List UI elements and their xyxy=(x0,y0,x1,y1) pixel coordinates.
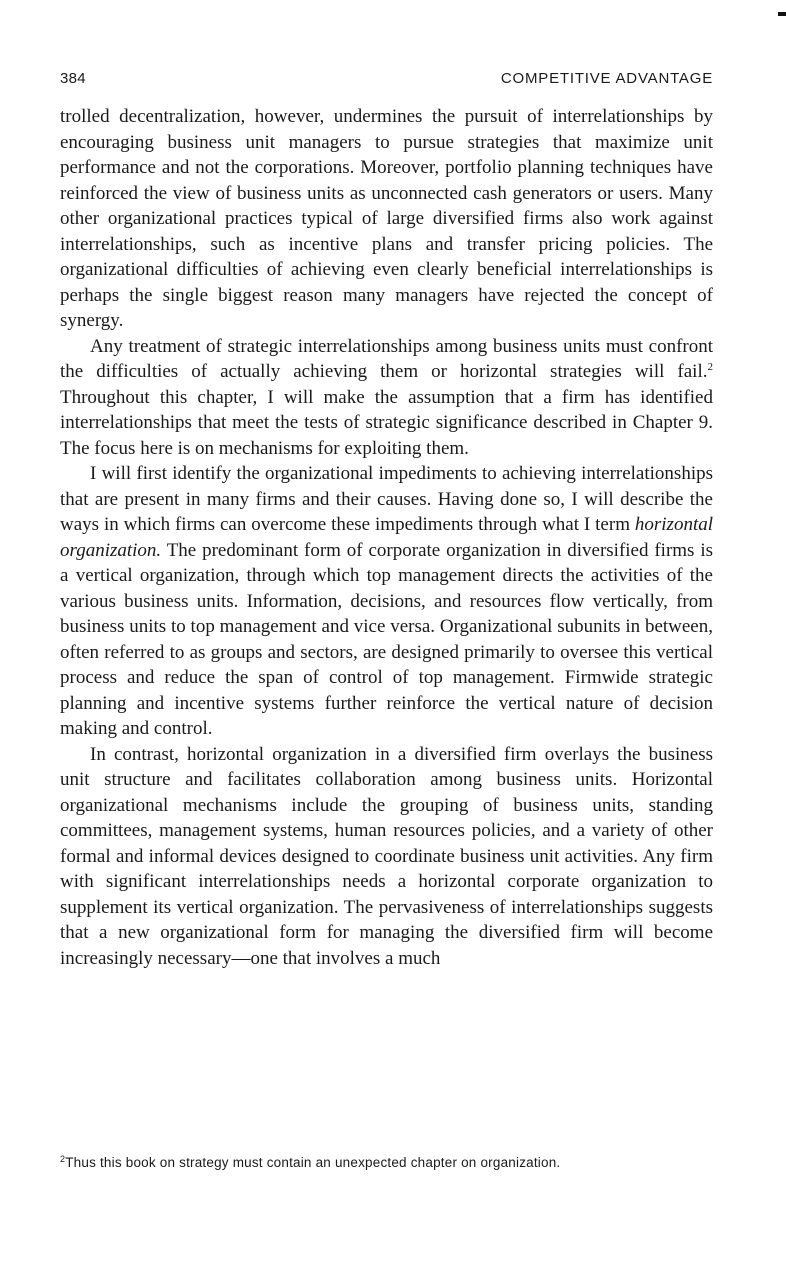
paragraph-3-text-b: The predominant form of corporate organization in diversified firms is a vertical organization, through which top management directs the activities of the various business units. Information, decisions, and resources flow vertically, from business units to top management and vice versa. Organizational subunits in between, often referred to as groups and sectors, are designed primarily to oversee this vertical process and reduce the span of control of top management. Firmwide strategic planning and incentive systems further reinforce the vertical nature of decision making and control. xyxy=(60,539,713,739)
footnote-text: Thus this book on strategy must contain an unexpected chapter on organization. xyxy=(65,1155,561,1170)
paragraph-2-text-b: Throughout this chapter, I will make the assumption that a firm has identified interrelationships that meet the tests of strategic significance described in Chapter 9. The focus here is on mechanisms for exploiting them. xyxy=(60,386,713,459)
footnote-marker: 2 xyxy=(60,1154,66,1164)
page-number: 384 xyxy=(60,70,86,87)
paragraph-3 xyxy=(60,461,713,742)
italic-term: horizontal organization. xyxy=(60,514,713,561)
paragraph-1: trolled decentralization, however, undermines the pursuit of interrelationships by encouraging business unit managers to pursue strategies that maximize unit performance and not the corporations. Moreover, portfolio planning techniques have reinforced the view of business units as unconnected cash generators or users. Many other organizational practices typical of large diversified firms also work against interrelationships, such as incentive plans and transfer pricing policies. The organizational difficulties of achieving even clearly beneficial interrelationships is perhaps the single biggest reason many managers have rejected the concept of synergy. xyxy=(60,106,713,331)
page-header xyxy=(60,70,713,94)
paragraph-2-text-a: Any treatment of strategic interrelationships among business units must confront the difficulties of actually achieving them or horizontal strategies will fail. xyxy=(60,335,713,382)
paragraph-2 xyxy=(60,334,713,462)
body-text xyxy=(60,104,713,971)
page-edge-mark xyxy=(778,12,786,16)
paragraph-3-text-a: I will first identify the organizational impediments to achieving interrelationships that are present in many firms and their causes. Having done so, I will describe the ways in which firms can overcome these impediments through what I term xyxy=(60,463,713,535)
footnote xyxy=(60,1155,720,1170)
paragraph-4: In contrast, horizontal organization in a diversified firm overlays the business unit structure and facilitates collaboration among business units. Horizontal organizational mechanisms include the grouping of business units, standing committees, management systems, human resources policies, and a variety of other formal and informal devices designed to coordinate business unit activities. Any firm with significant interrelationships needs a horizontal corporate organization to supplement its vertical organization. The pervasiveness of interrelationships suggests that a new organizational form for managing the diversified firm will become increasingly necessary—one that involves a much xyxy=(60,743,713,969)
footnote-reference: 2 xyxy=(707,361,713,373)
running-head: COMPETITIVE ADVANTAGE xyxy=(500,70,713,87)
